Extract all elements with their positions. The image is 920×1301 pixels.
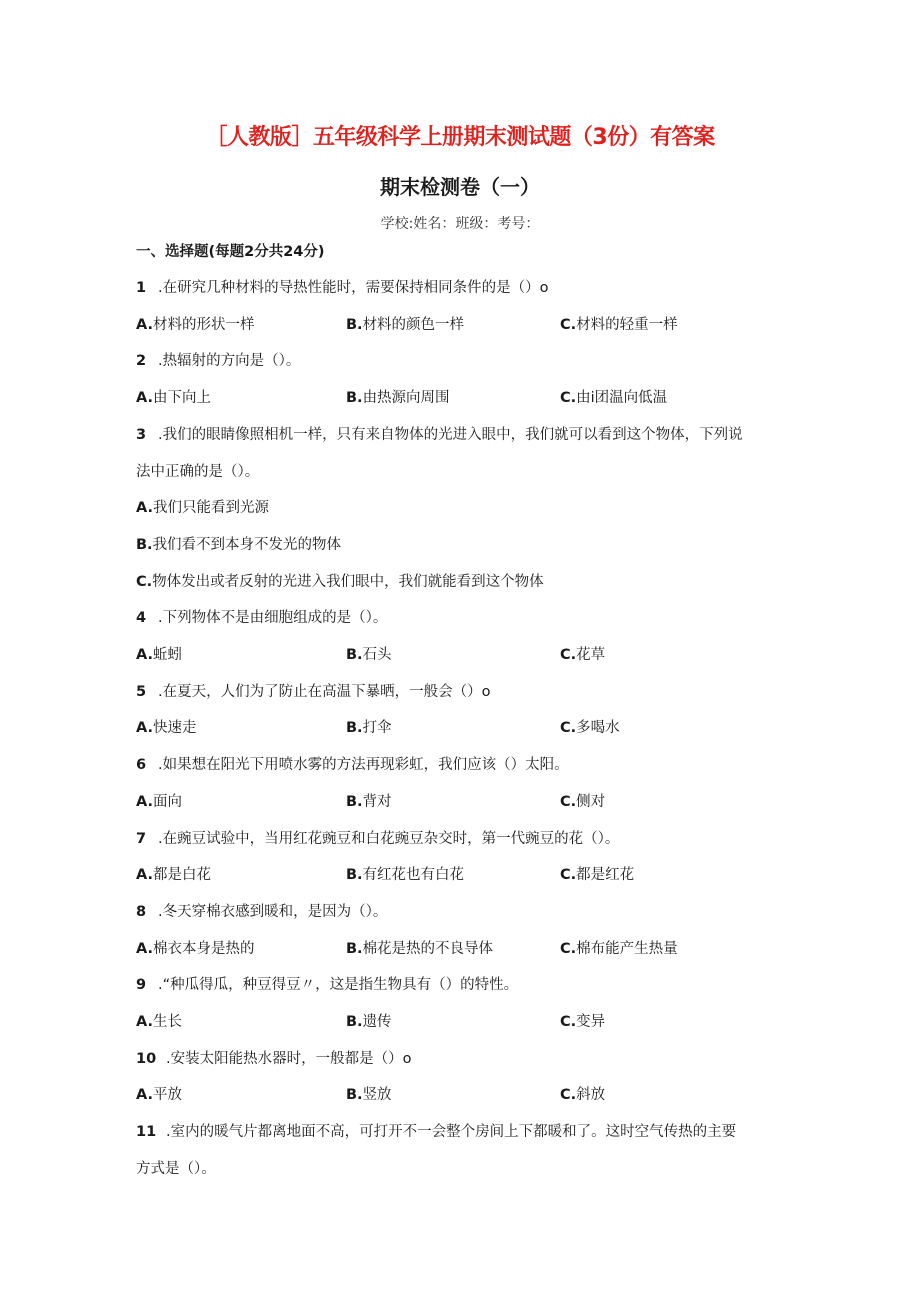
paper-title: 期末检测卷（一） — [380, 175, 540, 199]
option-text: 我们只能看到光源 — [153, 500, 269, 517]
option-letter: B. — [346, 940, 363, 957]
question-line: .如果想在阳光下用喷水雾的方法再现彩虹，我们应该（）太阳。 — [158, 757, 569, 774]
option-letter: C. — [136, 573, 153, 590]
option-letter: B. — [346, 316, 363, 333]
question-text — [136, 460, 259, 481]
option-letter: B. — [346, 1014, 363, 1030]
option-letter: B. — [346, 793, 363, 810]
option-text: 侧对 — [576, 793, 606, 810]
option-letter: A. — [136, 1087, 153, 1104]
question-line: .安装太阳能热水器时，一般都是（）o — [166, 1050, 412, 1067]
option-letter: C. — [560, 1087, 577, 1104]
question-number: 5 — [136, 683, 147, 700]
option-letter: A. — [136, 500, 153, 517]
option-letter: C. — [560, 793, 577, 810]
option-text: 面向 — [153, 793, 182, 810]
answer-option — [136, 716, 197, 737]
option-letter: C. — [560, 1014, 577, 1030]
option-letter: A. — [136, 316, 153, 333]
option-text: 花草 — [576, 647, 606, 663]
student-info-line: 学校:姓名：班级：考号： — [380, 216, 540, 232]
question-line: .在研究几种材料的导热性能时，需要保持相同条件的是（）o — [158, 280, 549, 296]
answer-option — [560, 1083, 605, 1104]
option-text: 由下向上 — [153, 390, 211, 407]
answer-option — [560, 790, 605, 811]
option-text: 材料的轻重一样 — [576, 316, 678, 333]
question-line: 方式是（）。 — [136, 1160, 216, 1177]
question-text — [136, 753, 569, 774]
answer-option — [346, 313, 464, 334]
question-number: 9 — [136, 977, 147, 994]
question-number: 3 — [136, 426, 147, 443]
question-number: 1 — [136, 280, 147, 296]
option-letter: C. — [560, 720, 577, 737]
option-text: 生长 — [153, 1014, 182, 1030]
answer-option — [346, 937, 493, 958]
answer-option — [346, 386, 450, 407]
option-letter: B. — [136, 536, 153, 553]
section-heading: 一、选择题(每题2分共24分) — [136, 244, 325, 260]
question-line: .“种瓜得瓜，种豆得豆〃，这是指生物具有（）的特性。 — [158, 977, 519, 994]
option-text: 棉衣本身是热的 — [153, 940, 255, 957]
answer-option — [560, 1010, 605, 1031]
option-text: 遗传 — [362, 1014, 392, 1030]
answer-option — [346, 1010, 392, 1031]
question-line: .下列物体不是由细胞组成的是（）。 — [158, 610, 388, 627]
option-text: 由i团温向低温 — [576, 390, 668, 407]
answer-option — [136, 313, 255, 334]
answer-option — [136, 863, 211, 884]
option-text: 都是白花 — [153, 867, 211, 884]
question-number: 11 — [136, 1124, 157, 1141]
option-text: 材料的颜色一样 — [362, 316, 465, 333]
option-text: 都是红花 — [576, 867, 635, 884]
option-letter: B. — [346, 720, 363, 737]
answer-option — [560, 863, 634, 884]
question-number: 8 — [136, 903, 147, 920]
option-letter: C. — [560, 867, 577, 884]
option-text: 竖放 — [362, 1087, 392, 1104]
answer-option — [136, 790, 182, 811]
question-text — [136, 827, 619, 848]
option-letter: B. — [346, 1087, 363, 1104]
question-text — [136, 680, 490, 701]
answer-option — [136, 386, 211, 407]
question-line: .室内的暖气片都离地面不高，可打开不一会整个房间上下都暖和了。这时空气传热的主要 — [166, 1124, 737, 1141]
question-number: 4 — [136, 610, 147, 627]
option-text: 平放 — [153, 1087, 182, 1104]
question-line: 法中正确的是（）。 — [136, 463, 260, 480]
question-text — [136, 606, 387, 627]
option-text: 快速走 — [153, 720, 197, 737]
option-text: 蚯蚓 — [153, 647, 182, 663]
question-number: 2 — [136, 353, 147, 370]
answer-option — [136, 643, 182, 664]
option-letter: A. — [136, 1014, 153, 1030]
answer-option — [346, 643, 392, 664]
option-letter: C. — [560, 316, 577, 333]
answer-option — [346, 863, 464, 884]
question-text — [136, 1047, 411, 1068]
question-text — [136, 900, 387, 921]
answer-option — [560, 386, 667, 407]
option-letter: A. — [136, 720, 153, 737]
option-text: 石头 — [362, 647, 392, 663]
option-text: 打伞 — [362, 720, 392, 737]
option-letter: A. — [136, 647, 153, 663]
question-line: .在夏天，人们为了防止在高温下暴晒，一般会（）o — [158, 683, 491, 700]
option-letter: B. — [346, 390, 363, 407]
option-letter: A. — [136, 390, 153, 407]
option-text: 多喝水 — [576, 720, 620, 737]
option-letter: B. — [346, 867, 363, 884]
answer-option — [136, 937, 255, 958]
option-text: 斜放 — [576, 1087, 606, 1104]
option-letter: A. — [136, 867, 153, 884]
option-text: 物体发出或者反射的光进入我们眼中，我们就能看到这个物体 — [152, 573, 544, 590]
answer-option — [136, 533, 341, 554]
option-text: 材料的形状一样 — [153, 316, 255, 333]
option-text: 变异 — [576, 1014, 606, 1030]
option-text: 背对 — [362, 793, 392, 810]
document-title: ［人教版］五年级科学上册期末测试题（3份）有答案 — [205, 125, 715, 150]
option-letter: A. — [136, 940, 153, 957]
question-text — [136, 423, 743, 444]
answer-option — [560, 313, 678, 334]
option-text: 由热源向周围 — [362, 390, 450, 407]
answer-option — [136, 496, 269, 517]
question-text — [136, 349, 300, 370]
answer-option — [136, 570, 544, 591]
question-line: .热辐射的方向是（）。 — [158, 353, 301, 370]
answer-option — [346, 790, 392, 811]
answer-option — [136, 1083, 182, 1104]
question-line: .我们的眼睛像照相机一样，只有来自物体的光进入眼中，我们就可以看到这个物体，下列说 — [158, 426, 743, 443]
question-text — [136, 1157, 216, 1178]
option-letter: C. — [560, 390, 577, 407]
option-text: 棉布能产生热量 — [576, 940, 678, 957]
question-text — [136, 973, 518, 994]
question-text — [136, 1120, 736, 1141]
option-letter: C. — [560, 647, 577, 663]
option-letter: B. — [346, 647, 363, 663]
answer-option — [560, 716, 620, 737]
question-line: .冬天穿棉衣感到暖和，是因为（）。 — [158, 903, 388, 920]
question-line: .在豌豆试验中，当用红花豌豆和白花豌豆杂交时，第一代豌豆的花（）。 — [158, 830, 620, 847]
answer-option — [136, 1010, 182, 1031]
question-number: 10 — [136, 1050, 157, 1067]
question-number: 6 — [136, 757, 147, 774]
answer-option — [346, 1083, 392, 1104]
answer-option — [560, 643, 605, 664]
question-number: 7 — [136, 830, 147, 847]
answer-option — [346, 716, 392, 737]
answer-option — [560, 937, 678, 958]
option-text: 我们看不到本身不发光的物体 — [152, 536, 342, 553]
question-text — [136, 276, 548, 297]
option-text: 有红花也有白花 — [362, 867, 465, 884]
option-letter: C. — [560, 940, 577, 957]
option-letter: A. — [136, 793, 153, 810]
option-text: 棉花是热的不良导体 — [362, 940, 494, 957]
